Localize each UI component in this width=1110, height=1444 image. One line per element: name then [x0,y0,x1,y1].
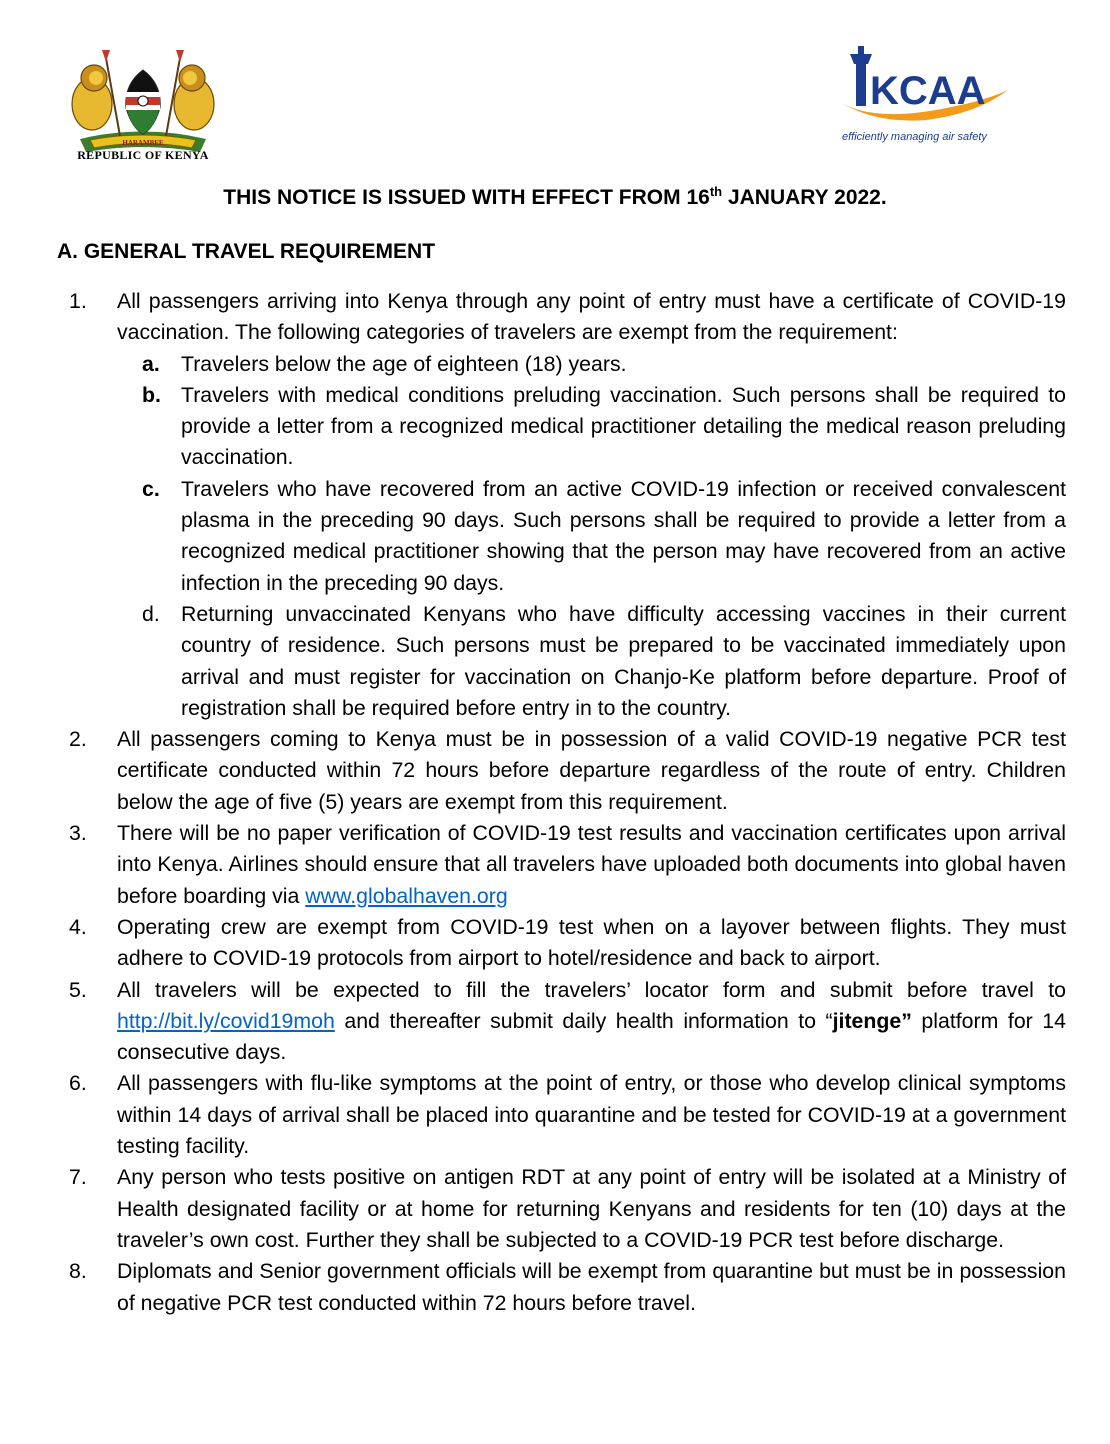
sub-item-text: Travelers with medical conditions preluding vaccination. Such persons shall be required to provide a letter from a recognized medical practitioner detailing the medical reason preluding vaccination. [181,382,1066,470]
item-number: 3. [69,821,87,846]
list-item [57,975,1066,1069]
sub-list-item [124,380,1066,474]
list-item [57,286,1066,349]
section-heading: A. GENERAL TRAVEL REQUIREMENT [57,240,436,263]
notice-effective-date [0,184,1110,210]
sub-item-text: Returning unvaccinated Kenyans who have difficulty accessing vaccines in their current country of residence. Such persons must be prepared to be vaccinated immediately upon arrival and must register for vaccination on Chanjo-Ke platform before departure. Proof of registration shall be required before entry in to the country. [181,601,1066,720]
item-text: Diplomats and Senior government officials will be exempt from quarantine but must be in possession of negative PCR test conducted within 72 hours before travel. [117,1259,1066,1315]
list-item [57,818,1066,912]
svg-text:efficiently managing air safet: efficiently managing air safety [842,131,987,143]
item-text: All passengers coming to Kenya must be in possession of a valid COVID-19 negative PCR test certificate conducted within 72 hours before departure regardless of the route of entry. Children below the age of five (5) years are exempt from this requirement. [117,727,1066,814]
svg-text:HARAMBEE: HARAMBEE [122,139,164,147]
list-item [57,1162,1066,1256]
notice-prefix: THIS NOTICE IS ISSUED WITH EFFECT FROM 16 [223,186,710,209]
item-number: 1. [69,289,87,313]
svg-text:KCAA: KCAA [870,69,986,113]
sub-item-letter: b. [142,382,161,407]
kcaa-logo [836,44,1022,148]
locator-form-link[interactable]: http://bit.ly/covid19moh [117,1008,335,1033]
sub-item-letter: d. [142,601,160,626]
requirements-list [57,286,1066,1319]
item-number: 6. [69,1071,87,1096]
item-text: and thereafter submit daily health information to “ [334,1008,833,1033]
kenya-coat-of-arms-logo [50,44,236,164]
sub-item-letter: c. [142,476,160,501]
exemption-sublist [124,349,1066,725]
sub-item-letter: a. [142,351,160,376]
item-text: platform for 14 consecutive days. [117,1008,1066,1065]
item-number: 4. [69,914,87,939]
document-header [0,0,1110,175]
list-item [57,724,1066,818]
list-item [57,912,1066,975]
sub-list-item [124,474,1066,599]
item-text: There will be no paper verification of COVID-19 test results and vaccination certificates upon arrival into Kenya. Airlines should ensure that all travelers have uploaded both documents into global haven before boarding via [117,821,1066,908]
kenya-caption: REPUBLIC OF KENYA [77,148,209,162]
item-text: All passengers with flu-like symptoms at the point of entry, or those who develop clinical symptoms within 14 days of arrival shall be placed into quarantine and be tested for COVID-19 at a government testing facility. [117,1071,1066,1159]
list-item [57,1068,1066,1162]
item-number: 7. [69,1165,87,1190]
item-text: Any person who tests positive on antigen RDT at any point of entry will be isolated at a Ministry of Health designated facility or at home for returning Kenyans and residents for ten (10) days at the traveler’s own cost. Further they shall be subjected to a COVID-19 PCR test before discharge. [117,1165,1066,1252]
item-number: 2. [69,727,87,752]
item-text: Operating crew are exempt from COVID-19 test when on a layover between flights. They must adhere to COVID-19 protocols from airport to hotel/residence and back to airport. [117,914,1066,971]
list-item [57,1256,1066,1319]
sub-list-item [124,349,1066,380]
globalhaven-link[interactable]: www.globalhaven.org [305,883,508,908]
sub-item-text: Travelers who have recovered from an active COVID-19 infection or received convalescent plasma in the preceding 90 days. Such persons shall be required to provide a letter from a recognized medical practitioner showing that the person may have recovered from an active infection in the preceding 90 days. [181,476,1066,595]
notice-superscript: th [709,184,723,199]
jitenge-platform-name: jitenge” [832,1008,912,1033]
item-text: All passengers arriving into Kenya through any point of entry must have a certificate of COVID-19 vaccination. The following categories of travelers are exempt from the requirement: [117,289,1066,345]
notice-suffix: JANUARY 2022. [722,186,887,209]
item-number: 5. [69,977,87,1002]
sub-item-text: Travelers below the age of eighteen (18) years. [181,351,627,376]
sub-list-item [124,599,1066,724]
item-text: All travelers will be expected to fill the travelers’ locator form and submit before travel to [117,977,1066,1002]
item-number: 8. [69,1259,87,1284]
